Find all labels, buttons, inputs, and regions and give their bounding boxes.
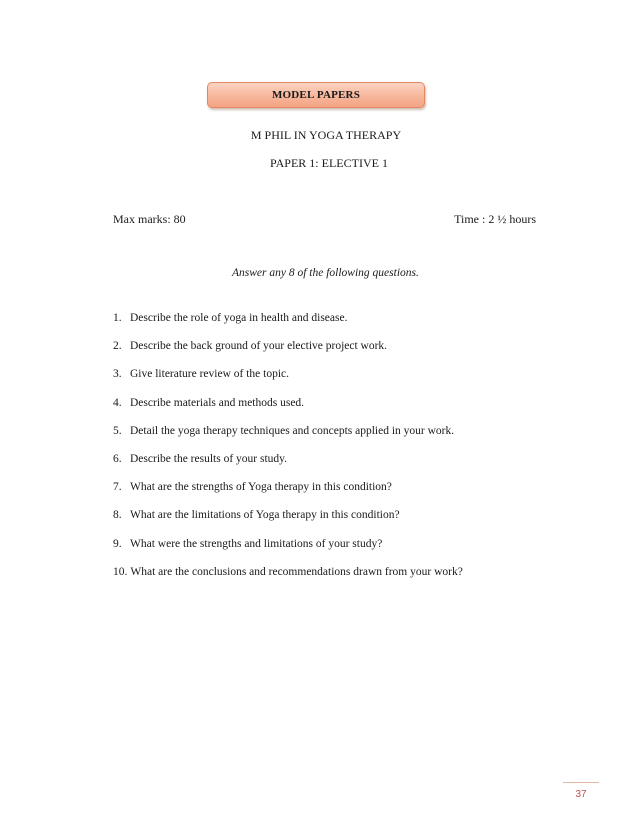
question-text: Describe materials and methods used. xyxy=(130,396,305,409)
question-number: 7. xyxy=(113,481,122,494)
footer-divider xyxy=(563,782,599,783)
question-item xyxy=(113,311,593,339)
question-text: Describe the back ground of your elective project work. xyxy=(130,340,388,353)
question-text: What were the strengths and limitations of your study? xyxy=(130,537,383,550)
question-item xyxy=(113,367,593,395)
question-item xyxy=(113,537,593,565)
section-banner xyxy=(207,82,425,108)
question-item xyxy=(113,396,593,424)
question-item xyxy=(113,480,593,508)
banner-label: MODEL PAPERS xyxy=(271,89,361,101)
question-text: Describe the role of yoga in health and disease. xyxy=(130,312,348,324)
question-item xyxy=(113,339,593,367)
question-text: What are the limitations of Yoga therapy in this condition? xyxy=(130,509,400,522)
max-marks: Max marks: 80 xyxy=(113,212,186,226)
question-number: 5. xyxy=(113,424,122,437)
question-number: 1. xyxy=(113,312,122,324)
question-number: 9. xyxy=(113,537,122,550)
program-title: M PHIL IN YOGA THERAPY xyxy=(250,128,402,142)
instruction-text: Answer any 8 of the following questions. xyxy=(232,267,419,279)
question-number: 6. xyxy=(113,452,122,465)
question-text: Describe the results of your study. xyxy=(130,452,288,465)
question-number: 4. xyxy=(113,396,122,409)
question-number: 10. xyxy=(113,565,128,578)
question-item xyxy=(113,424,593,452)
question-text: Give literature review of the topic. xyxy=(130,368,290,381)
question-number: 8. xyxy=(113,509,122,522)
question-text: Detail the yoga therapy techniques and concepts applied in your work. xyxy=(130,424,455,437)
question-text: What are the strengths of Yoga therapy in this condition? xyxy=(130,481,392,494)
paper-title: PAPER 1: ELECTIVE 1 xyxy=(270,156,388,170)
question-number: 3. xyxy=(113,368,122,381)
question-item xyxy=(113,508,593,536)
question-list xyxy=(113,311,593,593)
time-allowed: Time : 2 ½ hours xyxy=(454,212,536,226)
question-text: What are the conclusions and recommendations drawn from your work? xyxy=(130,565,463,578)
question-number: 2. xyxy=(113,340,122,353)
question-item xyxy=(113,565,593,593)
page-number: 37 xyxy=(575,789,587,800)
question-item xyxy=(113,452,593,480)
